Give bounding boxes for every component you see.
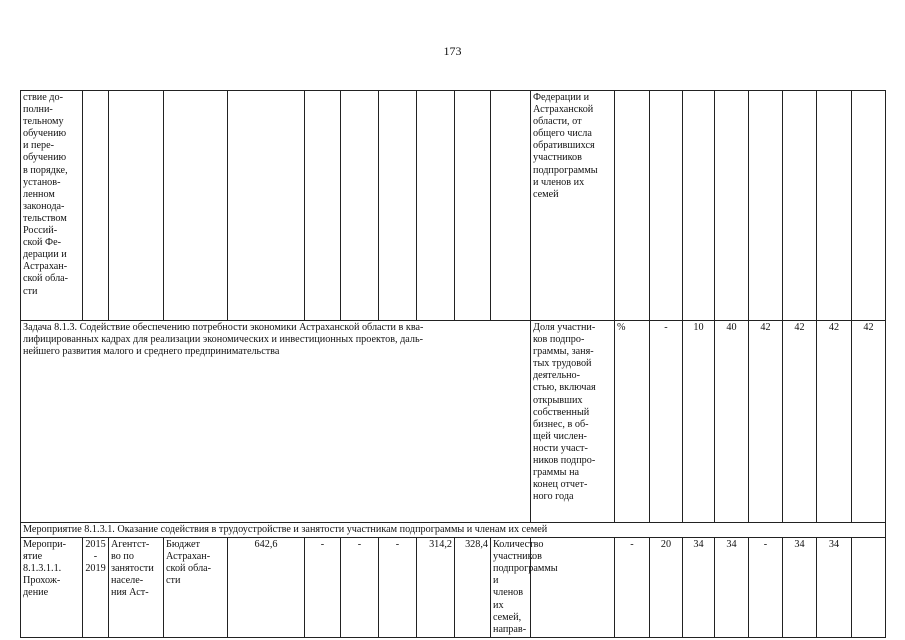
value-cell [852, 91, 886, 321]
base-cell [650, 91, 683, 321]
indicator-cell: Доля участни- ков подпро- граммы, заня- тых трудовой деятельно- стью, включая открывших собственный бизнес, в об- щей числен- ности участ- ников подпро- граммы на конец отчет- ного года [531, 321, 615, 523]
activity-name-cell: Меропри- ятие 8.1.3.1.1. Прохож- дение [21, 538, 83, 638]
value-cell: - [749, 538, 783, 638]
finance-cell [341, 91, 379, 321]
program-table [20, 90, 886, 638]
table-row [21, 538, 886, 638]
source-cell [164, 91, 228, 321]
finance-cell [455, 91, 491, 321]
value-cell [783, 91, 817, 321]
table-row [21, 523, 886, 538]
total-cell: 642,6 [228, 538, 305, 638]
unit-cell [531, 538, 615, 638]
indicator-cell: Федерации и Астраханской области, от общего числа обратившихся участников подпрограммы и членов их семей [531, 91, 615, 321]
finance-cell: - [379, 538, 417, 638]
value-cell: 34 [783, 538, 817, 638]
page-number: 173 [443, 44, 462, 58]
finance-cell: 328,4 [455, 538, 491, 638]
unit-cell: % [615, 321, 650, 523]
finance-cell [491, 91, 531, 321]
task-cell: Задача 8.1.3. Содействие обеспечению потребности экономики Астраханской области в ква- лифицированных кадрах для реализации экономических и инвестиционных проектов, даль- нейшего развития малого и среднего предпринимательства [21, 321, 531, 523]
value-cell: 34 [715, 538, 749, 638]
years-cell: 2015 - 2019 [83, 538, 109, 638]
value-cell: 42 [783, 321, 817, 523]
unit-cell [615, 91, 650, 321]
value-cell [749, 91, 783, 321]
finance-cell: - [341, 538, 379, 638]
finance-cell [305, 91, 341, 321]
source-cell: Бюджет Астрахан- ской обла- сти [164, 538, 228, 638]
value-cell [683, 91, 715, 321]
value-cell: 40 [715, 321, 749, 523]
value-cell: 34 [817, 538, 852, 638]
table-row [21, 91, 886, 321]
value-cell [817, 91, 852, 321]
value-cell [852, 538, 886, 638]
executor-cell [109, 91, 164, 321]
base-cell: - [615, 538, 650, 638]
finance-cell [379, 91, 417, 321]
total-cell [228, 91, 305, 321]
value-cell: 34 [683, 538, 715, 638]
activity-name-cell: ствие до- полни- тельному обучению и пере- обучению в порядке, установ- ленном законода- тельством Россий- ской Фе- дерации и Астрахан- ской обла- сти [21, 91, 83, 321]
value-cell: 42 [749, 321, 783, 523]
table-row [21, 321, 886, 523]
indicator-cell: Количество участников подпрограммы и членов их семей, направ- [491, 538, 531, 638]
finance-cell: - [305, 538, 341, 638]
executor-cell: Агентст- во по занятости населе- ния Аст- [109, 538, 164, 638]
value-cell: 42 [852, 321, 886, 523]
finance-cell: 314,2 [417, 538, 455, 638]
base-cell: - [650, 321, 683, 523]
value-cell: 10 [683, 321, 715, 523]
value-cell: 42 [817, 321, 852, 523]
value-cell: 20 [650, 538, 683, 638]
finance-cell [417, 91, 455, 321]
years-cell [83, 91, 109, 321]
value-cell [715, 91, 749, 321]
measure-cell: Мероприятие 8.1.3.1. Оказание содействия в трудоустройстве и занятости участникам подпрограммы и членам их семей [21, 523, 886, 538]
